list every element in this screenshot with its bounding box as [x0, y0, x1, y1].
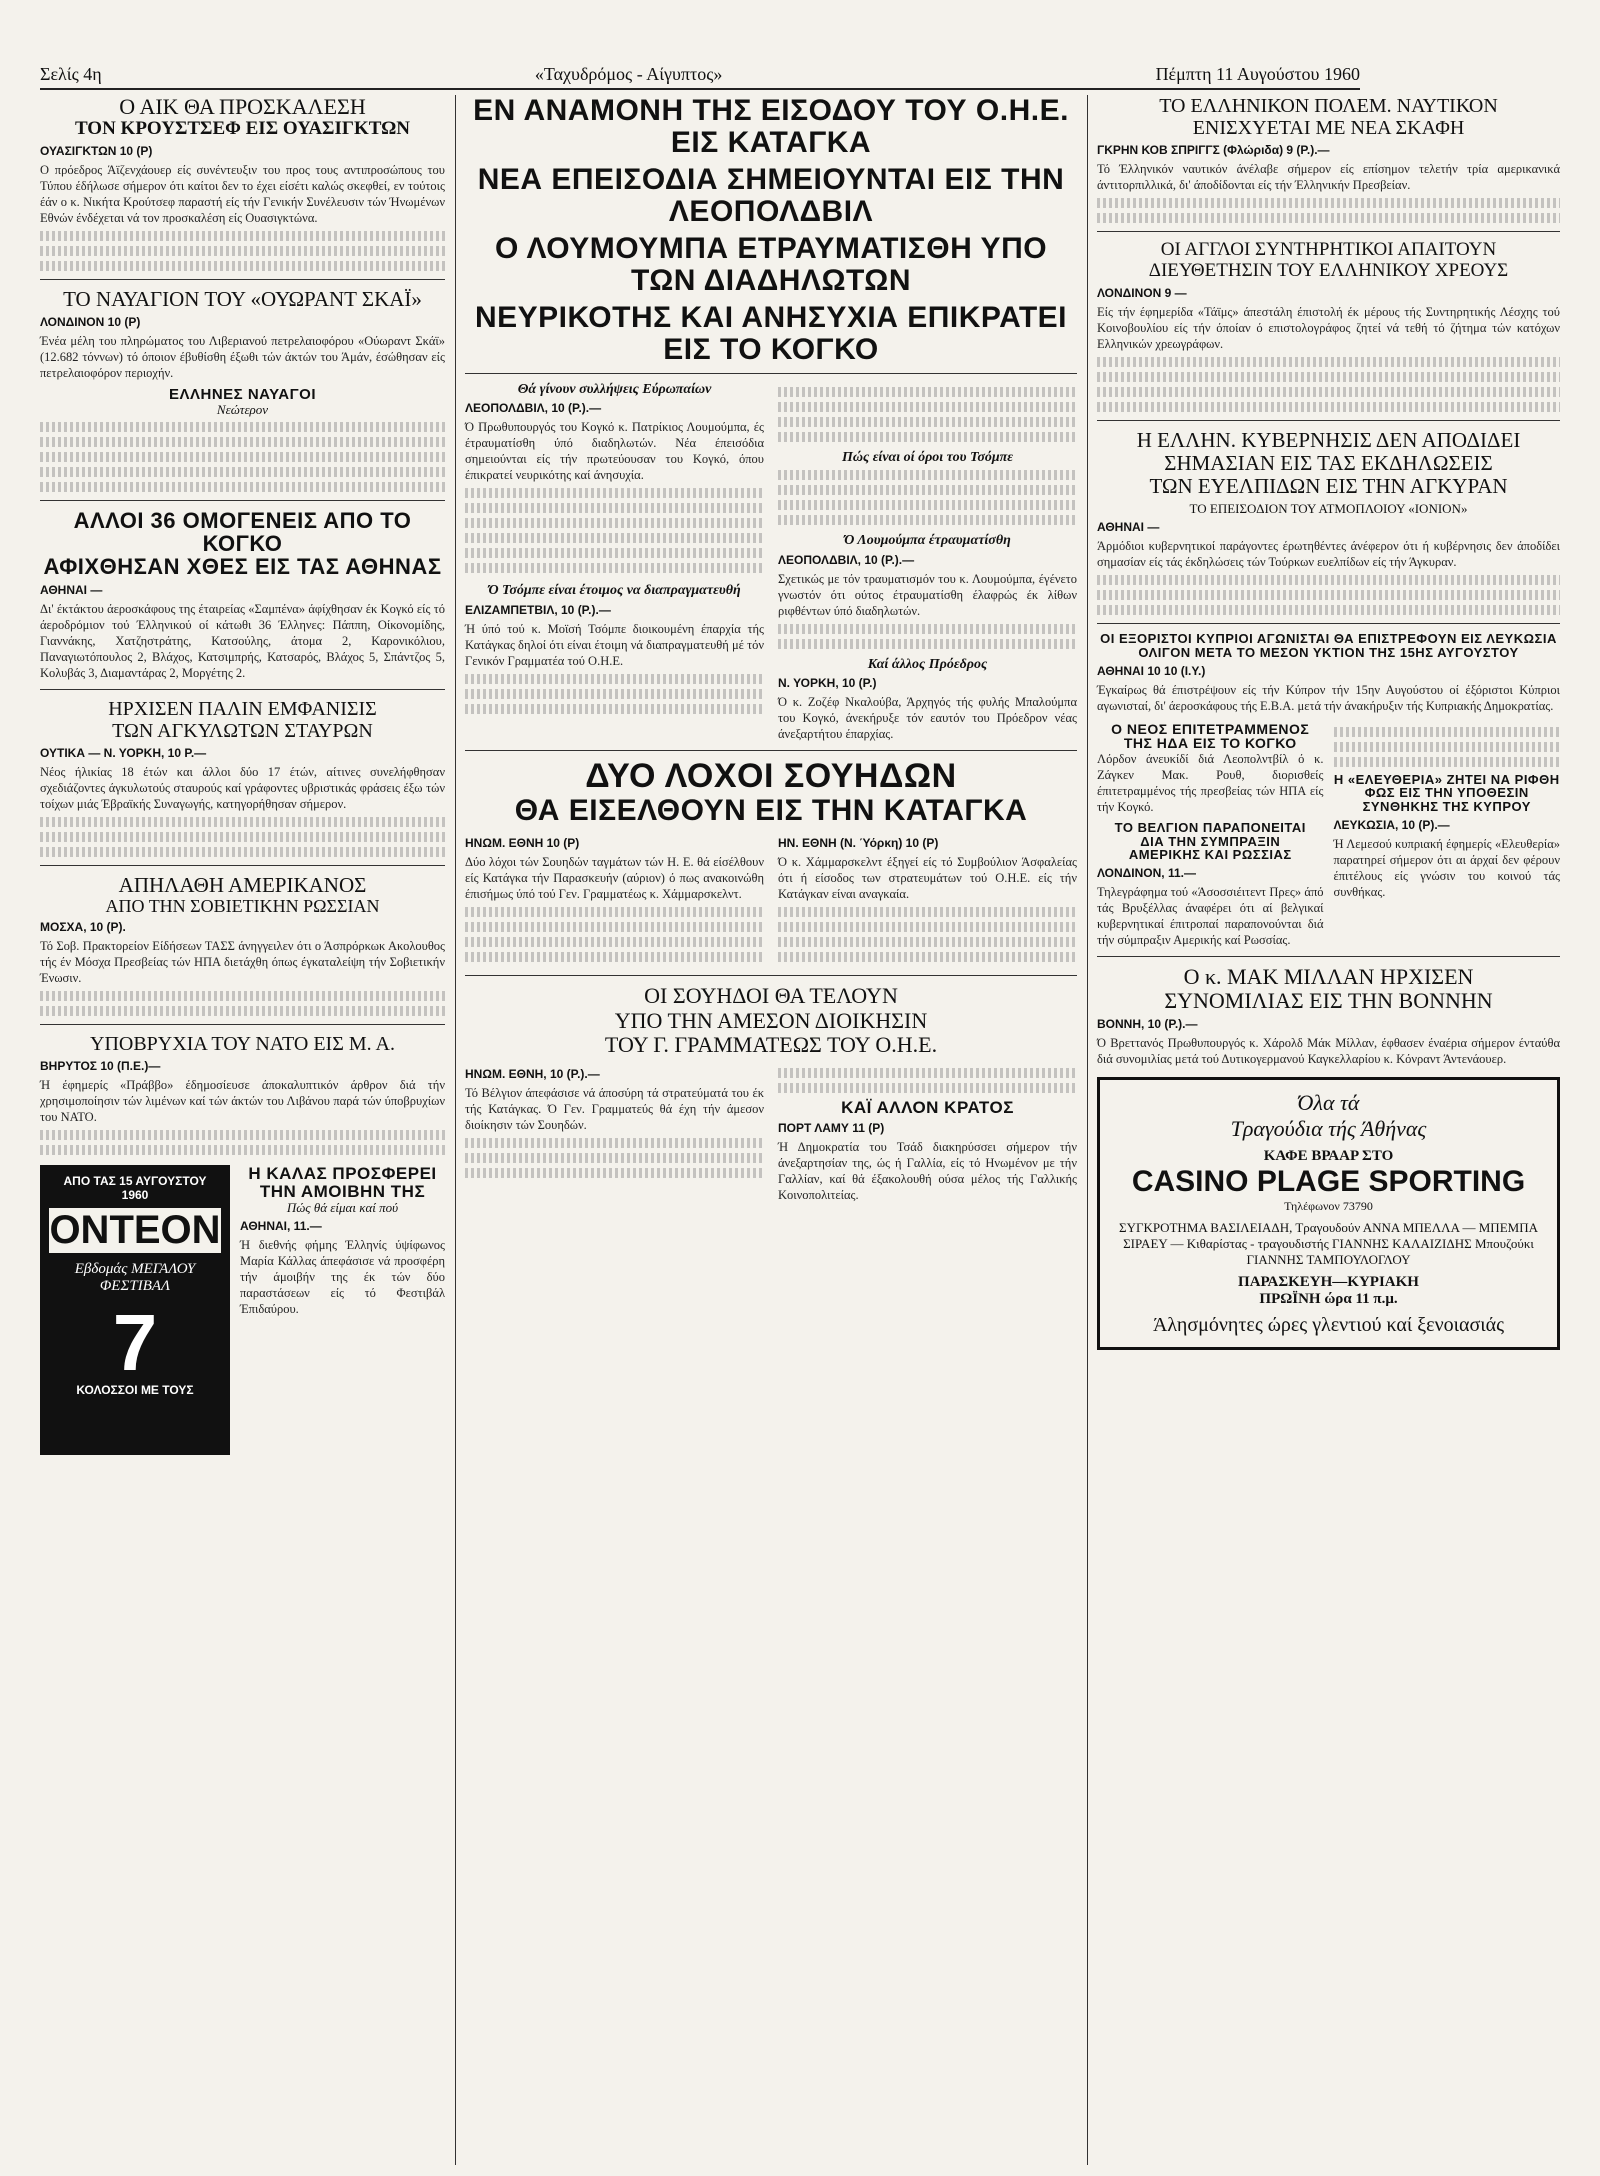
headline-crosses-2: ΤΩΝ ΑΓΚΥΛΩΤΩΝ ΣΤΑΥΡΩΝ	[112, 719, 373, 742]
text-filler	[1097, 357, 1560, 367]
byline: ΛΕΥΚΩΣΙΑ, 10 (Ρ).—	[1333, 817, 1450, 832]
text-filler	[778, 515, 1077, 525]
article-chargé	[1097, 722, 1324, 948]
paper-name: «Ταχυδρόμος - Αίγυπτος»	[534, 63, 723, 84]
text-filler	[40, 847, 445, 857]
divider	[40, 279, 445, 280]
article-text: Είς τήν έφημερίδα «Τάϊμς» άπεστάλη έπιστολή έκ μέρους τής Συντηρητικής Λέσχης τού Κοινοβουλίου είς τήν όποίαν ό επιστολογράφος ζητεί νά τεθή τό ζήτημα τών κατόχων Ελληνικών χρεωγράφων.	[1097, 304, 1560, 351]
subhead: ΤΟ ΕΠΕΙΣΟΔΙΟΝ ΤΟΥ ΑΤΜΟΠΛΟΙΟΥ «ΙΟΝΙΟΝ»	[1189, 501, 1468, 517]
byline: ΛΕΟΠΟΛΔΒΙΛ, 10 (Ρ.).—	[465, 401, 602, 416]
headline-usa-charge: Ο ΝΕΟΣ ΕΠΙΤΕΤΡΑΜΜΕΝΟΣ	[1111, 720, 1310, 737]
article-text: Τό Σοβ. Πρακτορείον Είδήσεων ΤΑΣΣ άνηγγειλεν ότι ο Άσπρόρκωκ Ακολουθος τής έν Μόσχα Πρεσβείας τών ΗΠΑ διετάχθη όπως έγκαταλείψη τήν Σοβιετικήν Ένωσιν.	[40, 939, 445, 986]
text-filler	[40, 467, 445, 477]
subhead: Ό Τσόμπε είναι έτοιμος να διαπραγματευθή	[488, 583, 741, 599]
byline: ΑΘΗΝΑΙ, 11.—	[240, 1219, 322, 1234]
text-filler	[40, 246, 445, 256]
article-text: Τηλεγράφημα τού «Άσοσσιέιτεντ Πρες» άπό τάς Βρυξέλλας άναφέρει ότι αί βελγικαί κυβερνητικαί έπιτροπαί παραπονούνται διά τήν σύμπραξιν Αμερικής καί Ρωσσίας.	[1097, 884, 1324, 947]
headline-belgium: ΤΟ ΒΕΛΓΙΟΝ ΠΑΡΑΠΟΝΕΙΤΑΙ	[1114, 820, 1306, 836]
text-filler	[40, 231, 445, 241]
byline: ΒΗΡΥΤΟΣ 10 (Π.Ε.)—	[40, 1059, 161, 1074]
headline-crosses: ΗΡΧΙΣΕΝ ΠΑΛΙΝ ΕΜΦΑΝΙΣΙΣ	[108, 697, 377, 720]
byline: ΒΟΝΝΗ, 10 (Ρ.).—	[1097, 1017, 1198, 1032]
article-swedes-right	[778, 832, 1077, 967]
byline: ΛΟΝΔΙΝΟΝ 10 (Ρ)	[40, 315, 141, 330]
text-filler	[40, 261, 445, 271]
byline: Ν. ΥΟΡΚΗ, 10 (Ρ.)	[778, 676, 877, 691]
ad-venue: CASINO PLAGE SPORTING	[1131, 1165, 1526, 1199]
ad-line: ΚΑΦΕ ΒΡΑΑΡ ΣΤΟ	[1263, 1148, 1394, 1165]
byline: ΟΥΑΣΙΓΚΤΩΝ 10 (Ρ)	[40, 144, 153, 159]
page-number: Σελίς 4η	[40, 63, 102, 84]
text-filler	[465, 1168, 764, 1178]
text-filler	[40, 452, 445, 462]
headline-36-greeks-2: ΑΦΙΧΘΗΣΑΝ ΧΘΕΣ ΕΙΣ ΤΑΣ ΑΘΗΝΑΣ	[43, 554, 442, 580]
article-text: Ή έφημερίς «Πράββο» έδημοσίευσε άποκαλυπτικόν άρθρον διά τήν χρησιμοποίησιν τών λιμένων καί τών άκτών του Λιβάνου παρά τών ύποβρυχίων του ΝΑΤΟ.	[40, 1078, 445, 1125]
headline-nato-submarines: ΥΠΟΒΡΥΧΙΑ ΤΟΥ ΝΑΤΟ ΕΙΣ Μ. Α.	[90, 1033, 395, 1056]
text-filler	[1097, 198, 1560, 208]
headline-government: Η ΕΛΛΗΝ. ΚΥΒΕΡΝΗΣΙΣ ΔΕΝ ΑΠΟΔΙΔΕΙ	[1136, 427, 1521, 452]
ad-phone: Τηλέφωνον 73790	[1284, 1199, 1373, 1214]
article-congo-right	[778, 382, 1077, 742]
article-text: Δύο λόχοι τών Σουηδών ταγμάτων τών Η. Ε. θά είσέλθουν είς Κατάγκα τήν Παρασκευήν (αύριον) ό πως ανακοινώθη έπισήμως ύπό τού Γεν. Γραμματέως κ. Χάμμαρσκελντ.	[465, 855, 764, 902]
text-filler	[40, 991, 445, 1001]
subhead: Πώς είναι οί όροι του Τσόμπε	[841, 450, 1014, 465]
text-filler	[465, 922, 764, 932]
text-filler	[778, 1068, 1077, 1078]
headline-conservatives-2: ΔΙΕΥΘΕΤΗΣΙΝ ΤΟΥ ΕΛΛΗΝΙΚΟΥ ΧΡΕΟΥΣ	[1148, 259, 1509, 281]
ad-performers: ΣΥΓΚΡΟΤΗΜΑ ΒΑΣΙΛΕΙΑΔΗ, Τραγουδούν ΑΝΝΑ ΜΠΕΛΛΑ — ΜΠΕΜΠΑ ΣΙΡΑΕΥ — Κιθαρίστας - τραγουδιστής ΓΙΑΝΝΗΣ ΚΑΛΑΙΖΙΔΗΣ Μπουζούκι ΓΙΑΝΝΗΣ ΤΑΜΠΟΥΛΟΓΛΟΥ	[1119, 1220, 1538, 1268]
subhead-2: Νεώτερον	[216, 401, 269, 417]
article-text: Ο πρόεδρος Άϊζενχάουερ είς συνέντευξιν του προς τους αντιπροσώπους του Τύπου έδήλωσε σήμερον ότι καίτοι δεν το έχει είσέτι καλώς σκεφθεί, εν τούτοις έάν ο κ. Νικήτα Κρούτσεφ παραστή είς τήν Γενικήν Συνέλευσιν τών Ήνωμένων Εθνών ένδέχεται νά τον προσκαλέση είς Ουασιγκτώνα.	[40, 163, 445, 226]
text-filler	[1334, 727, 1561, 737]
text-filler	[465, 563, 764, 573]
article-text: Ό κ. Χάμμαρσκελντ έξηγεί είς τό Συμβούλιον Άσφαλείας ότι ή είσοδος των στρατευμάτων τού Ο.Η.Ε. είς τήν Κατάγκαν είναι αναγκαία.	[778, 855, 1077, 902]
divider	[1097, 231, 1560, 232]
article-eleftheria	[1334, 722, 1561, 948]
headline-macmillan: Ο κ. ΜΑΚ ΜΙΛΛΑΝ ΗΡΧΙΣΕΝ	[1183, 963, 1474, 989]
headline-usa-charge-2: ΤΗΣ ΗΔΑ ΕΙΣ ΤΟ ΚΟΓΚΟ	[1123, 735, 1297, 752]
ad-subtitle: Εβδομάς ΜΕΓΑΛΟΥ ΦΕΣΤΙΒΑΛ	[74, 1261, 196, 1295]
text-filler	[1097, 590, 1560, 600]
byline: ΑΘΗΝΑΙ —	[40, 582, 103, 597]
main-headline-1: ΕΝ ΑΝΑΜΟΝΗ ΤΗΣ ΕΙΣΟΔΟΥ ΤΟΥ Ο.Η.Ε. ΕΙΣ ΚΑΤΑΓΚΑ	[473, 94, 1069, 159]
headline-kallas: Η ΚΑΛΑΣ ΠΡΟΣΦΕΡΕΙ	[248, 1164, 437, 1184]
article-text: Ό Βρεττανός Πρωθυπουργός κ. Χάρολδ Μάκ Μίλλαν, έφθασεν έναέρια σήμερον ένταύθα διά συνομιλίας μετά τού Δυτικογερμανού Καγκελλαρίου κ. Κόνραντ Άντενάουερ.	[1097, 1036, 1560, 1067]
divider	[40, 865, 445, 866]
subhead: Θά γίνουν συλλήψεις Εύρωπαίων	[517, 382, 712, 397]
headline-conservatives: ΟΙ ΑΓΓΛΟΙ ΣΥΝΤΗΡΗΤΙΚΟΙ ΑΠΑΙΤΟΥΝ	[1160, 239, 1497, 260]
headline-swedes-command: ΟΙ ΣΟΥΗΔΟΙ ΘΑ ΤΕΛΟΥΝ	[644, 983, 898, 1009]
article-congo-left	[465, 382, 764, 742]
divider	[465, 750, 1077, 751]
ad-number: 7	[112, 1298, 158, 1388]
ad-slogan: Άλησμόνητες ώρες γλεντιού καί ξενοιασιάς	[1152, 1314, 1505, 1337]
text-filler	[1097, 387, 1560, 397]
article-text: Νέος ήλικίας 18 έτών και άλλοι δύο 17 έτών, αίτινες συνελήφθησαν σχεδιάζοντες άγκυλωτούς σταυρούς καί γράφοντες υβριστικάς φράσεις έξω τών τοίχων μιάς Έβραϊκής Συναγωγής, κατηγορήθησαν σήμερον.	[40, 764, 445, 811]
headline-swedes-2: ΘΑ ΕΙΣΕΛΘΟΥΝ ΕΙΣ ΤΗΝ ΚΑΤΑΓΚΑ	[514, 793, 1028, 827]
article-text: Σχετικώς με τόν τραυματισμόν του κ. Λουμούμπα, έγένετο γνωστόν ότι ούτος έτραυματίσθη έλαφρώς έκ λίθων ριφθέντων ύπό διαδηλωτών.	[778, 571, 1077, 618]
byline: ΛΟΝΔΙΝΟΝ, 11.—	[1097, 865, 1196, 880]
ad-line: Τραγούδια τής Άθήνας	[1230, 1116, 1427, 1142]
text-filler	[465, 548, 764, 558]
headline-swedes: ΔΥΟ ΛΟΧΟΙ ΣΟΥΗΔΩΝ	[585, 757, 957, 796]
text-filler	[778, 470, 1077, 480]
byline: ΟΥΤΙΚΑ — Ν. ΥΟΡΚΗ, 10 Ρ.—	[40, 745, 207, 760]
headline-exiles-2: ΟΛΙΓΟΝ ΜΕΤΑ ΤΟ ΜΕΣΟΝ ΥΚΤΙΟΝ ΤΗΣ 15ΗΣ ΑΥΓΟΥΣΤΟΥ	[1138, 645, 1519, 660]
article-text: Ένέα μέλη του πληρώματος του Λιβεριανού πετρελαιοφόρου «Ούωραντ Σκάϊ» (12.682 τόννων) τό όποιον έβυθίσθη έξωθι τών άκτών του Άμάν, έσώθησαν είς πετρελαιοφόρον περιοχήν.	[40, 334, 445, 381]
divider	[40, 1024, 445, 1025]
text-filler	[465, 704, 764, 714]
headline-swedes-command-2: ΥΠΟ ΤΗΝ ΑΜΕΣΟΝ ΔΙΟΙΚΗΣΙΝ	[614, 1007, 928, 1033]
text-filler	[778, 1083, 1077, 1093]
text-filler	[778, 387, 1077, 397]
byline: ΗΝΩΜ. ΕΘΝΗ 10 (Ρ)	[465, 836, 580, 851]
byline: ΜΟΣΧΑ, 10 (Ρ).	[40, 920, 126, 935]
divider	[465, 373, 1077, 374]
text-filler	[465, 488, 764, 498]
headline-eleftheria-3: ΣΥΝΘΗΚΗΣ ΤΗΣ ΚΥΠΡΟΥ	[1362, 798, 1531, 814]
text-filler	[778, 485, 1077, 495]
text-filler	[778, 922, 1077, 932]
headline-swedes-command-3: ΤΟΥ Γ. ΓΡΑΜΜΑΤΕΩΣ ΤΟΥ Ο.Η.Ε.	[604, 1031, 938, 1057]
headline-new-state: ΚΑΪ ΑΛΛΟΝ ΚΡΑΤΟΣ	[841, 1097, 1014, 1117]
text-filler	[40, 422, 445, 432]
article-text: Ή ύπό τού κ. Μοϊσή Τσόμπε διοικουμένη έπαρχία τής Κατάγκας δηλοί ότι είναι έτοιμη νά διαπραγματευθή μέ τόν Γενικόν Γραμματέα τού Ο.Η.Ε.	[465, 621, 764, 668]
column-rule	[455, 95, 456, 2165]
headline-exiles: ΟΙ ΕΞΟΡΙΣΤΟΙ ΚΥΠΡΙΟΙ ΑΓΩΝΙΣΤΑΙ ΘΑ ΕΠΙΣΤΡΕΦΟΥΝ ΕΙΣ ΛΕΥΚΩΣΙΑ	[1100, 631, 1557, 647]
article-kallas	[240, 1165, 445, 1455]
subhead: ΕΛΛΗΝΕΣ ΝΑΥΑΓΟΙ	[169, 386, 316, 404]
text-filler	[778, 952, 1077, 962]
headline-navy: ΤΟ ΕΛΛΗΝΙΚΟΝ ΠΟΛΕΜ. ΝΑΥΤΙΚΟΝ	[1159, 95, 1498, 117]
text-filler	[465, 952, 764, 962]
byline: ΛΕΟΠΟΛΔΒΙΛ, 10 (Ρ.).—	[778, 552, 915, 567]
text-filler	[40, 817, 445, 827]
byline: ΕΛΙΖΑΜΠΕΤΒΙΛ, 10 (Ρ.).—	[465, 602, 611, 617]
divider	[1097, 420, 1560, 421]
article-text: Τό Βέλγιον άπεφάσισε νά άποσύρη τά στρατεύματά του έκ τής Κατάγκας. Ό Γεν. Γραμματεύς θά έχη τήν άμεσον διοίκησιν τών Σουηδών.	[465, 1085, 764, 1132]
text-filler	[778, 402, 1077, 412]
text-filler	[778, 907, 1077, 917]
headline-kallas-2: ΤΗΝ ΑΜΟΙΒΗΝ ΤΗΣ	[259, 1182, 426, 1202]
text-filler	[1097, 575, 1560, 585]
ad-cinema-name: ΟΝΤΕΟΝ	[49, 1208, 221, 1253]
odeon-ad	[40, 1165, 230, 1455]
headline-aik: Ο ΑΙΚ ΘΑ ΠΡΟΣΚΑΛΕΣΗ	[119, 94, 366, 119]
byline: ΛΟΝΔΙΝΟΝ 9 —	[1097, 285, 1187, 300]
ad-tagline: ΚΟΛΟΣΣΟΙ ΜΕ ΤΟΥΣ	[76, 1383, 194, 1398]
main-headline-4: ΝΕΥΡΙΚΟΤΗΣ ΚΑΙ ΑΝΗΣΥΧΙΑ ΕΠΙΚΡΑΤΕΙ ΕΙΣ ΤΟ ΚΟΓΚΟ	[474, 301, 1068, 366]
article-text: Έγκαίρως θά έπιστρέψουν είς τήν Κύπρον τήν 15ην Αυγούστου οί έξόριστοι Κύπριοι αγωνισταί, δι' άεροσκάφους τής Ε.Β.Α. μετά τήν άνακήρυξιν τής Κυπριακής Δημοκρατίας.	[1097, 682, 1560, 713]
article-text: Ό Πρωθυπουργός του Κογκό κ. Πατρίκιος Λουμούμπα, ές έτραυματίσθη ύπό διαδηλωτών. Νέα έπεισόδια σημειούνται είς τήν πρωτεύουσαν του Κογκό, όπου έπικρατεί νευρικότης καί άνησυχία.	[465, 420, 764, 483]
article-command	[465, 1063, 764, 1203]
text-filler	[465, 689, 764, 699]
subhead: Καί άλλος Πρόεδρος	[867, 656, 988, 672]
column-right	[1097, 95, 1560, 1350]
headline-belgium-3: ΑΜΕΡΙΚΗΣ ΚΑΙ ΡΩΣΣΙΑΣ	[1128, 847, 1292, 863]
article-text: Ό κ. Ζοζέφ Νκαλούβα, Άρχηγός τής φυλής Μπαλούμπα του Κογκό, άνεκήρυξε τόν εαυτόν του Πρόεδρον νέας άνεξαρτήτου έπαρχίας.	[778, 695, 1077, 742]
text-filler	[465, 1138, 764, 1148]
divider	[40, 689, 445, 690]
text-filler	[465, 533, 764, 543]
text-filler	[40, 1145, 445, 1155]
article-tchad	[778, 1063, 1077, 1203]
headline-belgium-2: ΔΙΑ ΤΗΝ ΣΥΜΠΡΑΞΙΝ	[1140, 833, 1281, 849]
text-filler	[778, 639, 1077, 649]
text-filler	[40, 1006, 445, 1016]
text-filler	[465, 518, 764, 528]
subhead: Πώς θά είμαι καί πού	[286, 1200, 399, 1216]
byline: ΠΟΡΤ ΛΑΜΥ 11 (Ρ)	[778, 1120, 885, 1135]
text-filler	[1097, 605, 1560, 615]
column-center	[465, 95, 1077, 1203]
article-text: Ή Δημοκρατία του Τσάδ διακηρύσσει σήμερον τήν άνεξαρτησίαν της, ώς ή Γαλλία, είς τό Ηνωμένον με τήν Γαλλίαν, καί θά έξακολουθή ούσα μέλος τής Γαλλικής Κοινοπολιτείας.	[778, 1139, 1077, 1202]
text-filler	[40, 482, 445, 492]
byline: ΓΚΡΗΝ ΚΟΒ ΣΠΡΙΓΓΣ (Φλώριδα) 9 (Ρ.).—	[1097, 143, 1330, 157]
main-headline-2: ΝΕΑ ΕΠΕΙΣΟΔΙΑ ΣΗΜΕΙΟΥΝΤΑΙ ΕΙΣ ΤΗΝ ΛΕΟΠΟΛΔΒΙΛ	[477, 163, 1065, 228]
text-filler	[40, 1130, 445, 1140]
text-filler	[465, 1153, 764, 1163]
text-filler	[778, 937, 1077, 947]
column-rule	[1087, 95, 1088, 2165]
article-text: Ή διεθνής φήμης Έλληνίς ύψίφωνος Μαρία Κάλλας άπεφάσισε νά προσφέρη τήν άμοιβήν της έκ τών δύο παραστάσεων είς τό Φεστιβάλ Έπιδαύρου.	[240, 1238, 445, 1317]
headline-government-2: ΣΗΜΑΣΙΑΝ ΕΙΣ ΤΑΣ ΕΚΔΗΛΩΣΕΙΣ	[1164, 450, 1493, 475]
headline-eleftheria: Η «ΕΛΕΥΘΕΡΙΑ» ΖΗΤΕΙ ΝΑ ΡΙΦΘΗ	[1333, 771, 1560, 787]
text-filler	[1334, 742, 1561, 752]
text-filler	[778, 624, 1077, 634]
text-filler	[40, 832, 445, 842]
article-text: Δι' έκτάκτου άεροσκάφους της έταιρείας «Σαμπένα» άφίχθησαν έκ Κογκό είς τό άεροδρόμιον τού Έλληνικού οί κάτωθι 36 Έλληνες: Πάππη, Οίκονομίδης, Γιαννάκης, Χατζηστράτης, Κατσούλης, άτομα 2, Καρονικόλιου, Παναγιωτόπουλος 2, Βλάχος, Κατσιμπρής, Κατσαρός, Βλάχος 5, Σπάντζος 5, Κολυβάς 3, Διαμαντάρας 2, Μοργέτης 2.	[40, 601, 445, 680]
headline-american-expelled-2: ΑΠΟ ΤΗΝ ΣΟΒΙΕΤΙΚΗΝ ΡΩΣΣΙΑΝ	[105, 895, 380, 916]
text-filler	[778, 432, 1077, 442]
text-filler	[1097, 402, 1560, 412]
casino-ad	[1097, 1077, 1560, 1350]
text-filler	[1097, 372, 1560, 382]
divider	[465, 975, 1077, 976]
article-text: Ή Λεμεσού κυπριακή έφημερίς «Ελευθερία» παρατηρεί σήμερον ότι αι άρχαί δεν φέρουν έπιτέλους είς γνώσιν του κοινού τάς συνθήκας.	[1333, 836, 1560, 899]
ad-days: ΠΑΡΑΣΚΕΥΗ—ΚΥΡΙΑΚΗ	[1238, 1274, 1419, 1291]
headline-american-expelled: ΑΠΗΛΑΘΗ ΑΜΕΡΙΚΑΝΟΣ	[118, 872, 367, 897]
subhead: Ό Λουμούμπα έτραυματίσθη	[844, 533, 1011, 549]
text-filler	[465, 503, 764, 513]
article-text: Άρμόδιοι κυβερνητικοί παράγοντες έρωτηθέντες άνέφερον ότι ή κυβέρνησις δεν άποδίδει σημασίαν είς τάς έκδηλώσεις τών Τούρκων ευελπίδων είς τήν Άγκυραν.	[1097, 539, 1560, 570]
article-swedes-left	[465, 832, 764, 967]
byline: ΑΘΗΝΑΙ —	[1097, 520, 1160, 535]
headline-macmillan-2: ΣΥΝΟΜΙΛΙΑΣ ΕΙΣ ΤΗΝ ΒΟΝΝΗΝ	[1164, 988, 1493, 1014]
main-headline-3: Ο ΛΟΥΜΟΥΜΠΑ ΕΤΡΑΥΜΑΤΙΣΘΗ ΥΠΟ ΤΩΝ ΔΙΑΔΗΛΩΤΩΝ	[494, 232, 1048, 297]
divider	[1097, 956, 1560, 957]
ad-time: ΠΡΩΪΝΗ ώρα 11 π.μ.	[1259, 1291, 1398, 1308]
headline-eleftheria-2: ΦΩΣ ΕΙΣ ΤΗΝ ΥΠΟΘΕΣΙΝ	[1364, 785, 1529, 801]
column-left	[40, 95, 445, 1455]
text-filler	[465, 937, 764, 947]
text-filler	[1334, 757, 1561, 767]
text-filler	[40, 437, 445, 447]
byline: ΗΝ. ΕΘΝΗ (Ν. Ύόρκη) 10 (Ρ)	[778, 836, 939, 851]
masthead	[40, 60, 1360, 90]
text-filler	[778, 500, 1077, 510]
text-filler	[465, 674, 764, 684]
byline: ΑΘΗΝΑΙ 10 10 (Ι.Υ.)	[1097, 663, 1206, 678]
headline-36-greeks: ΑΛΛΟΙ 36 ΟΜΟΓΕΝΕΙΣ ΑΠΟ ΤΟ ΚΟΓΚΟ	[73, 508, 412, 557]
text-filler	[778, 417, 1077, 427]
headline-navy-2: ΕΝΙΣΧΥΕΤΑΙ ΜΕ ΝΕΑ ΣΚΑΦΗ	[1192, 117, 1465, 139]
article-text: Τό Έλληνικόν ναυτικόν άνέλαβε σήμερον είς επίσημον τελετήν τρία αμερικανικά άντιτορπιλλικά, δι' άποδίδονται είς τήν Έλληνικήν Πρεσβείαν.	[1097, 162, 1560, 192]
text-filler	[465, 907, 764, 917]
article-text: Λόρδον άνευκίδί διά Λεοπολντβίλ ό κ. Ζάγκεν Μακ. Ρουθ, διορισθείς έπιτετραμμένος τής πρεσβείας τών ΗΠΑ είς τήν Κογκό.	[1097, 752, 1324, 815]
issue-date: Πέμπτη 11 Αυγούστου 1960	[1155, 63, 1360, 84]
headline-government-3: ΤΩΝ ΕΥΕΛΠΙΔΩΝ ΕΙΣ ΤΗΝ ΑΓΚΥΡΑΝ	[1149, 473, 1508, 498]
ad-date: ΑΠΟ ΤΑΣ 15 ΑΥΓΟΥΣΤΟΥ 1960	[63, 1174, 207, 1203]
divider	[40, 500, 445, 501]
text-filler	[1097, 213, 1560, 223]
headline-aik-2: ΤΟΝ ΚΡΟΥΣΤΣΕΦ ΕΙΣ ΟΥΑΣΙΓΚΤΩΝ	[74, 118, 411, 140]
headline-shipwreck: ΤΟ ΝΑΥΑΓΙΟΝ ΤΟΥ «ΟΥΩΡΑΝΤ ΣΚΑΪ»	[63, 287, 422, 312]
ad-line: Όλα τά	[1297, 1090, 1360, 1116]
divider	[1097, 623, 1560, 624]
byline: ΗΝΩΜ. ΕΘΝΗ, 10 (Ρ.).—	[465, 1066, 600, 1081]
